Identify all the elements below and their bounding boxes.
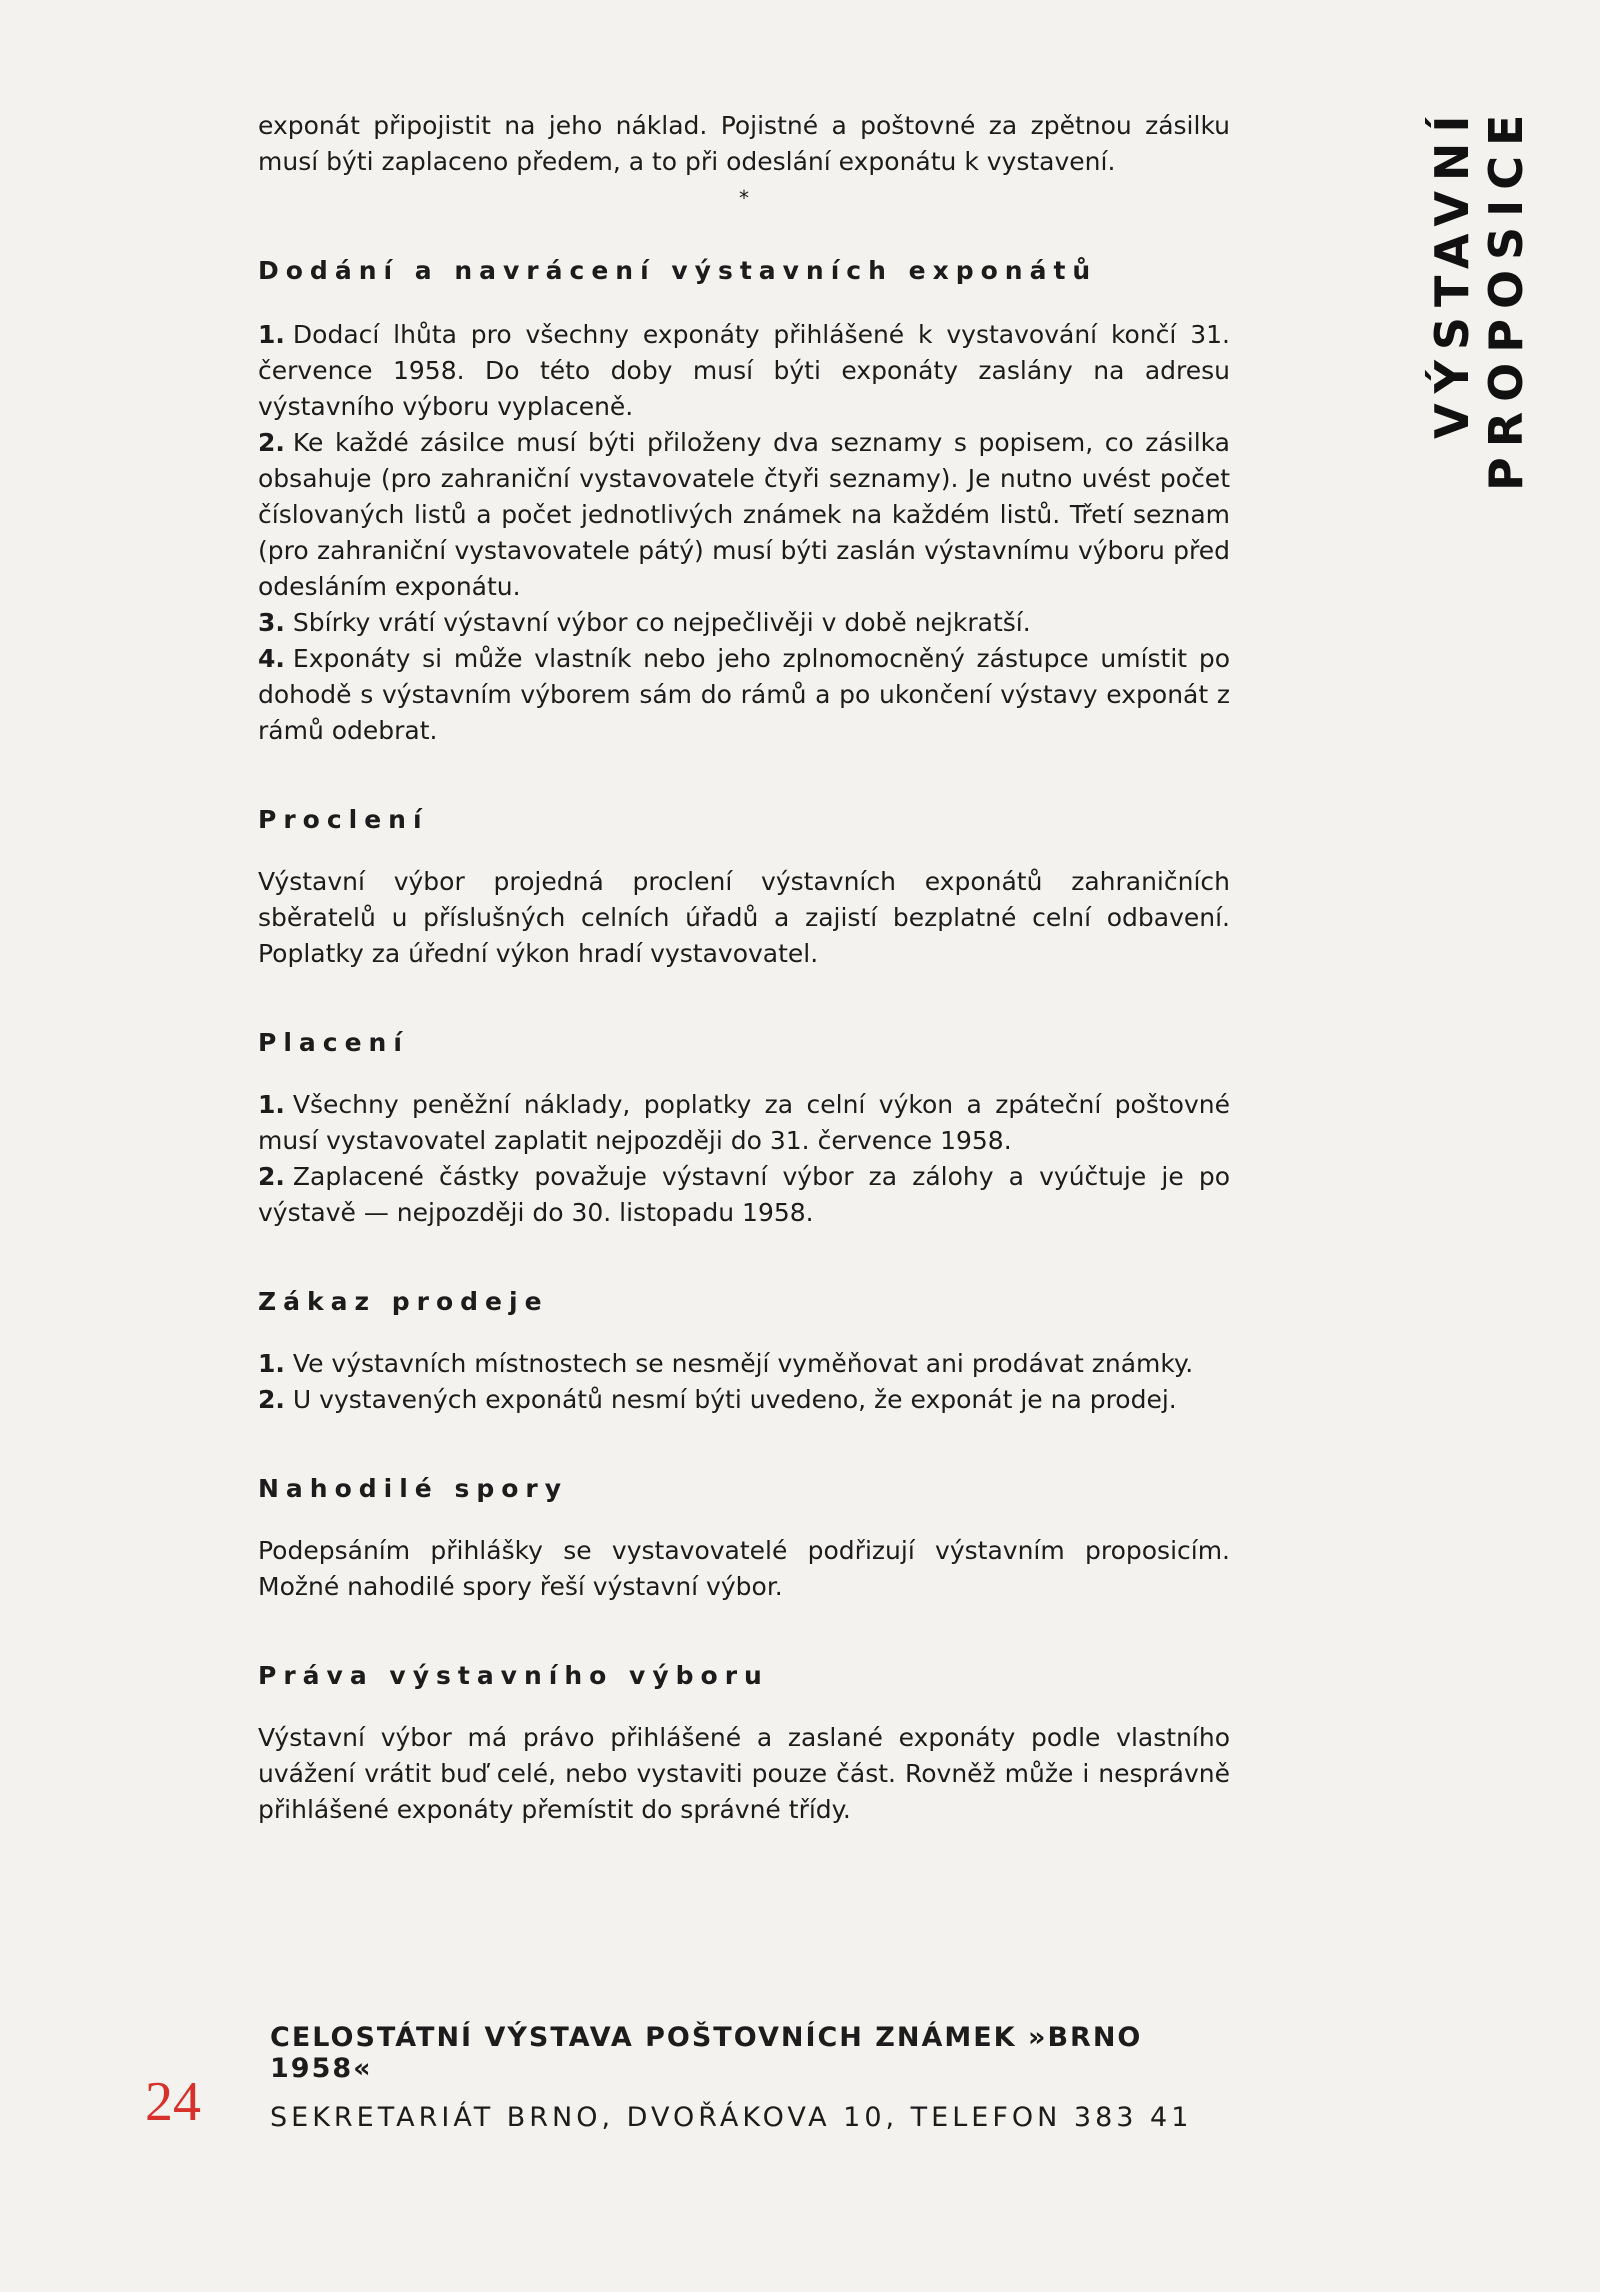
- section-procleni: [258, 805, 1230, 972]
- list-item: [258, 425, 1230, 605]
- item-text: U vystavených exponátů nesmí býti uvedeno, že exponát je na prodej.: [292, 1385, 1177, 1414]
- section-text: Podepsáním přihlášky se vystavovatelé podřizují výstavním proposicím. Možné nahodilé spory řeší výstavní výbor.: [258, 1536, 1230, 1601]
- item-number: 1.: [258, 320, 285, 349]
- item-text: Ke každé zásilce musí býti přiloženy dva seznamy s popisem, co zásilka obsahuje (pro zahraniční vystavovatele čtyři seznamy). Je nutno uvést počet číslovaných listů a počet jednotlivých známek na každém listů. Třetí seznam (pro zahraniční vystavovatele pátý) musí býti zaslán výstavnímu výboru před odesláním exponátu.: [258, 428, 1230, 601]
- separator: *: [739, 186, 749, 210]
- item-number: 2.: [258, 1385, 285, 1414]
- list-item: [258, 1159, 1230, 1231]
- item-text: Exponáty si může vlastník nebo jeho zplnomocněný zástupce umístit po dohodě s výstavním výborem sám do rámů a po ukončení výstavy exponát z rámů odebrat.: [258, 644, 1230, 745]
- section-zakaz: [258, 1287, 1230, 1418]
- footer-title: CELOSTÁTNÍ VÝSTAVA POŠTOVNÍCH ZNÁMEK »BRNO 1958«: [270, 2022, 1143, 2084]
- page-number: 24: [145, 2071, 201, 2133]
- section-spory: [258, 1474, 1230, 1605]
- item-number: 2.: [258, 428, 285, 457]
- section-heading: Proclení: [258, 805, 429, 834]
- item-number: 1.: [258, 1090, 285, 1119]
- section-prava: [258, 1661, 1230, 1828]
- footer-address: SEKRETARIÁT BRNO, DVOŘÁKOVA 10, TELEFON 383 41: [270, 2102, 1193, 2133]
- section-placeni: [258, 1028, 1230, 1231]
- item-number: 4.: [258, 644, 285, 673]
- section-dodani: [258, 256, 1230, 749]
- list-item: [258, 1382, 1230, 1418]
- list-item: [258, 317, 1230, 425]
- item-text: Ve výstavních místnostech se nesmějí vyměňovat ani prodávat známky.: [292, 1349, 1194, 1378]
- section-text: Výstavní výbor má právo přihlášené a zaslané exponáty podle vlastního uvážení vrátit buď celé, nebo vystaviti pouze část. Rovněž může i nesprávně přihlášené exponáty přemístit do správné třídy.: [258, 1723, 1230, 1824]
- item-number: 3.: [258, 608, 285, 637]
- item-text: Všechny peněžní náklady, poplatky za celní výkon a zpáteční poštovné musí vystavovatel zaplatit nejpozději do 31. července 1958.: [258, 1090, 1230, 1155]
- list-item: [258, 1346, 1230, 1382]
- list-item: [258, 641, 1230, 749]
- item-number: 1.: [258, 1349, 285, 1378]
- item-text: Zaplacené částky považuje výstavní výbor za zálohy a vyúčtuje je po výstavě — nejpozději do 30. listopadu 1958.: [258, 1162, 1230, 1227]
- section-heading: Dodání a navrácení výstavních exponátů: [258, 256, 1098, 285]
- main-content: [258, 108, 1230, 1828]
- section-heading: Zákaz prodeje: [258, 1287, 549, 1316]
- item-text: Sbírky vrátí výstavní výbor co nejpečlivěji v době nejkratší.: [292, 608, 1031, 637]
- section-heading: Práva výstavního výboru: [258, 1661, 769, 1690]
- list-item: [258, 1087, 1230, 1159]
- side-title: VÝSTAVNÍ PROPOSICE: [1425, 105, 1533, 492]
- footer: [270, 2022, 1250, 2133]
- item-text: Dodací lhůta pro všechny exponáty přihlášené k vystavování končí 31. července 1958. Do této doby musí býti exponáty zaslány na adresu výstavního výboru vyplaceně.: [258, 320, 1230, 421]
- item-number: 2.: [258, 1162, 285, 1191]
- section-heading: Placení: [258, 1028, 409, 1057]
- intro-paragraph: exponát připojistit na jeho náklad. Pojistné a poštovné za zpětnou zásilku musí býti zaplaceno předem, a to při odeslání exponátu k vystavení.: [258, 111, 1230, 176]
- section-heading: Nahodilé spory: [258, 1474, 569, 1503]
- section-text: Výstavní výbor projedná proclení výstavních exponátů zahraničních sběratelů u příslušných celních úřadů a zajistí bezplatné celní odbavení. Poplatky za úřední výkon hradí vystavovatel.: [258, 867, 1230, 968]
- list-item: [258, 605, 1230, 641]
